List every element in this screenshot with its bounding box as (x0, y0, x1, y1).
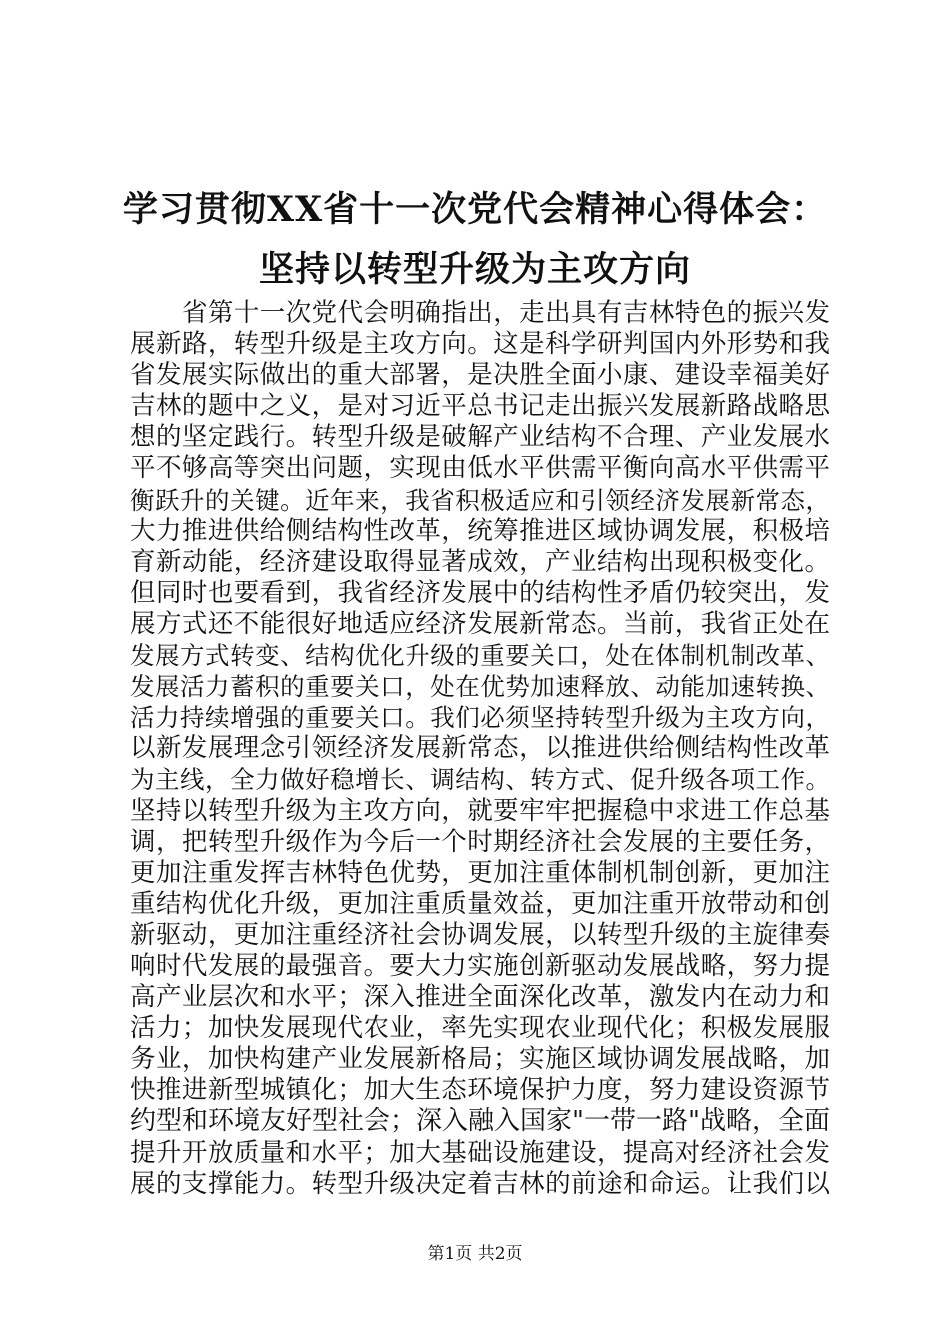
text-line: 平不够高等突出问题，实现由低水平供需平衡向高水平供需平 (130, 453, 830, 484)
text-line: 提升开放质量和水平；加大基础设施建设，提高对经济社会发 (130, 1137, 830, 1168)
text-line: 坚持以转型升级为主攻方向，就要牢牢把握稳中求进工作总基 (130, 795, 830, 826)
text-line: 展的支撑能力。转型升级决定着吉林的前途和命运。让我们以 (130, 1168, 830, 1199)
body-paragraph (130, 298, 830, 1200)
text-line: 省第十一次党代会明确指出，走出具有吉林特色的振兴发 (182, 298, 830, 328)
text-line: 以新发展理念引领经济发展新常态，以推进供给侧结构性改革 (130, 733, 830, 764)
text-line: 但同时也要看到，我省经济发展中的结构性矛盾仍较突出，发 (130, 577, 830, 608)
text-line: 约型和环境友好型社会；深入融入国家"一带一路"战略，全面 (130, 1106, 830, 1137)
text-line: 快推进新型城镇化；加大生态环境保护力度，努力建设资源节 (130, 1075, 830, 1106)
text-line: 活力持续增强的重要关口。我们必须坚持转型升级为主攻方向， (130, 703, 830, 733)
text-line: 想的坚定践行。转型升级是破解产业结构不合理、产业发展水 (130, 422, 830, 453)
text-line: 发展方式转变、结构优化升级的重要关口，处在体制机制改革、 (130, 641, 830, 671)
text-line: 吉林的题中之义，是对习近平总书记走出振兴发展新路战略思 (130, 391, 830, 422)
text-line: 育新动能，经济建设取得显著成效，产业结构出现积极变化。 (130, 546, 830, 577)
text-line: 新驱动，更加注重经济社会协调发展，以转型升级的主旋律奏 (130, 919, 830, 950)
document-title-line-1: 学习贯彻XX省十一次党代会精神心得体会： (122, 189, 828, 230)
text-line: 为主线，全力做好稳增长、调结构、转方式、促升级各项工作。 (130, 765, 830, 795)
text-line: 展方式还不能很好地适应经济发展新常态。当前，我省正处在 (130, 608, 830, 639)
text-line: 务业，加快构建产业发展新格局；实施区域协调发展战略，加 (130, 1044, 830, 1075)
text-line: 调，把转型升级作为今后一个时期经济社会发展的主要任务， (130, 826, 830, 857)
text-line: 发展活力蓄积的重要关口，处在优势加速释放、动能加速转换、 (130, 672, 830, 702)
text-line: 更加注重发挥吉林特色优势，更加注重体制机制创新，更加注 (130, 857, 830, 888)
text-line: 展新路，转型升级是主攻方向。这是科学研判国内外形势和我 (130, 329, 830, 360)
text-line: 响时代发展的最强音。要大力实施创新驱动发展战略，努力提 (130, 950, 830, 981)
text-line: 活力；加快发展现代农业，率先实现农业现代化；积极发展服 (130, 1013, 830, 1044)
text-line: 衡跃升的关键。近年来，我省积极适应和引领经济发展新常态， (130, 485, 830, 515)
document-title-line-2: 坚持以转型升级为主攻方向 (258, 249, 691, 290)
text-line: 大力推进供给侧结构性改革，统筹推进区域协调发展，积极培 (130, 515, 830, 546)
text-line: 省发展实际做出的重大部署，是决胜全面小康、建设幸福美好 (130, 360, 830, 391)
text-line: 重结构优化升级，更加注重质量效益，更加注重开放带动和创 (130, 888, 830, 919)
page-number-footer: 第1页 共2页 (427, 1244, 523, 1264)
text-line: 高产业层次和水平；深入推进全面深化改革，激发内在动力和 (130, 982, 830, 1013)
